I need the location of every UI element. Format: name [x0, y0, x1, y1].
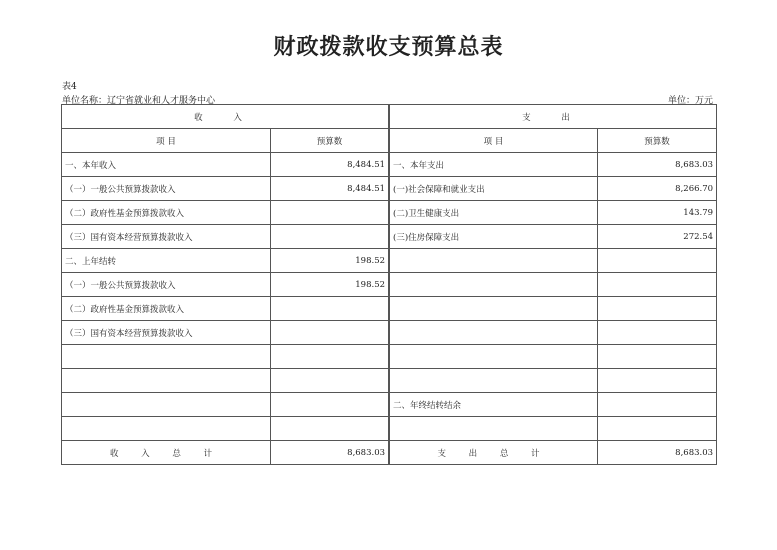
income-item: （一）一般公共预算拨款收入: [62, 273, 271, 297]
income-item-header: 项 目: [62, 129, 271, 153]
column-header-row: [62, 129, 717, 153]
income-item: （二）政府性基金预算拨款收入: [62, 297, 271, 321]
income-item: 二、上年结转: [62, 249, 271, 273]
expense-section-header: 支 出: [390, 105, 717, 129]
expense-item: 二、年终结转结余: [390, 393, 598, 417]
expense-total-label: 支 出 总 计: [390, 441, 598, 465]
income-value: 198.52: [271, 273, 389, 297]
expense-item: (一)社会保障和就业支出: [390, 177, 598, 201]
income-item: [62, 345, 271, 369]
expense-value: 8,266.70: [598, 177, 717, 201]
income-value: [271, 345, 389, 369]
income-item: [62, 369, 271, 393]
expense-value: [598, 345, 717, 369]
table-row: [62, 321, 717, 345]
table-row: [62, 201, 717, 225]
table-row: [62, 393, 717, 417]
expense-item: [390, 321, 598, 345]
table-number: 表4: [62, 82, 77, 92]
expense-value: [598, 273, 717, 297]
expense-total-value: 8,683.03: [598, 441, 717, 465]
table-row: [62, 369, 717, 393]
currency-unit: 单位：万元: [667, 96, 713, 106]
expense-item: [390, 297, 598, 321]
income-value: [271, 297, 389, 321]
table-row: [62, 273, 717, 297]
table-row: [62, 177, 717, 201]
expense-value: [598, 369, 717, 393]
table-row: [62, 225, 717, 249]
income-item: [62, 393, 271, 417]
expense-value: [598, 417, 717, 441]
expense-value: [598, 393, 717, 417]
expense-value: [598, 249, 717, 273]
expense-value: 8,683.03: [598, 153, 717, 177]
expense-value: 272.54: [598, 225, 717, 249]
budget-table: [61, 104, 717, 465]
table-row: [62, 345, 717, 369]
expense-value: [598, 297, 717, 321]
unit-name: 单位名称：辽宁省就业和人才服务中心: [62, 96, 216, 106]
income-item: （三）国有资本经营预算拨款收入: [62, 321, 271, 345]
income-item: [62, 417, 271, 441]
table-row: [62, 297, 717, 321]
income-value: [271, 201, 389, 225]
income-value: [271, 225, 389, 249]
income-budget-header: 预算数: [271, 129, 389, 153]
income-item: （二）政府性基金预算拨款收入: [62, 201, 271, 225]
income-item: （一）一般公共预算拨款收入: [62, 177, 271, 201]
expense-item: [390, 273, 598, 297]
table-row: [62, 153, 717, 177]
expense-item: [390, 417, 598, 441]
income-value: 8,484.51: [271, 153, 389, 177]
income-value: 8,484.51: [271, 177, 389, 201]
expense-value: 143.79: [598, 201, 717, 225]
income-value: [271, 417, 389, 441]
income-value: [271, 393, 389, 417]
income-total-label: 收 入 总 计: [62, 441, 271, 465]
table-row: [62, 417, 717, 441]
total-row: [62, 441, 717, 465]
income-item: （三）国有资本经营预算拨款收入: [62, 225, 271, 249]
expense-item: [390, 369, 598, 393]
expense-item: (二)卫生健康支出: [390, 201, 598, 225]
income-item: 一、本年收入: [62, 153, 271, 177]
income-value: [271, 321, 389, 345]
page-title: 财政拨款收支预算总表: [273, 34, 504, 60]
table-row: [62, 249, 717, 273]
expense-item: [390, 345, 598, 369]
expense-item: [390, 249, 598, 273]
income-value: [271, 369, 389, 393]
income-total-value: 8,683.03: [271, 441, 389, 465]
section-header-row: [62, 105, 717, 129]
expense-item-header: 项 目: [390, 129, 598, 153]
expense-item: 一、本年支出: [390, 153, 598, 177]
expense-item: (三)住房保障支出: [390, 225, 598, 249]
expense-budget-header: 预算数: [598, 129, 717, 153]
income-value: 198.52: [271, 249, 389, 273]
expense-value: [598, 321, 717, 345]
income-section-header: 收 入: [62, 105, 389, 129]
